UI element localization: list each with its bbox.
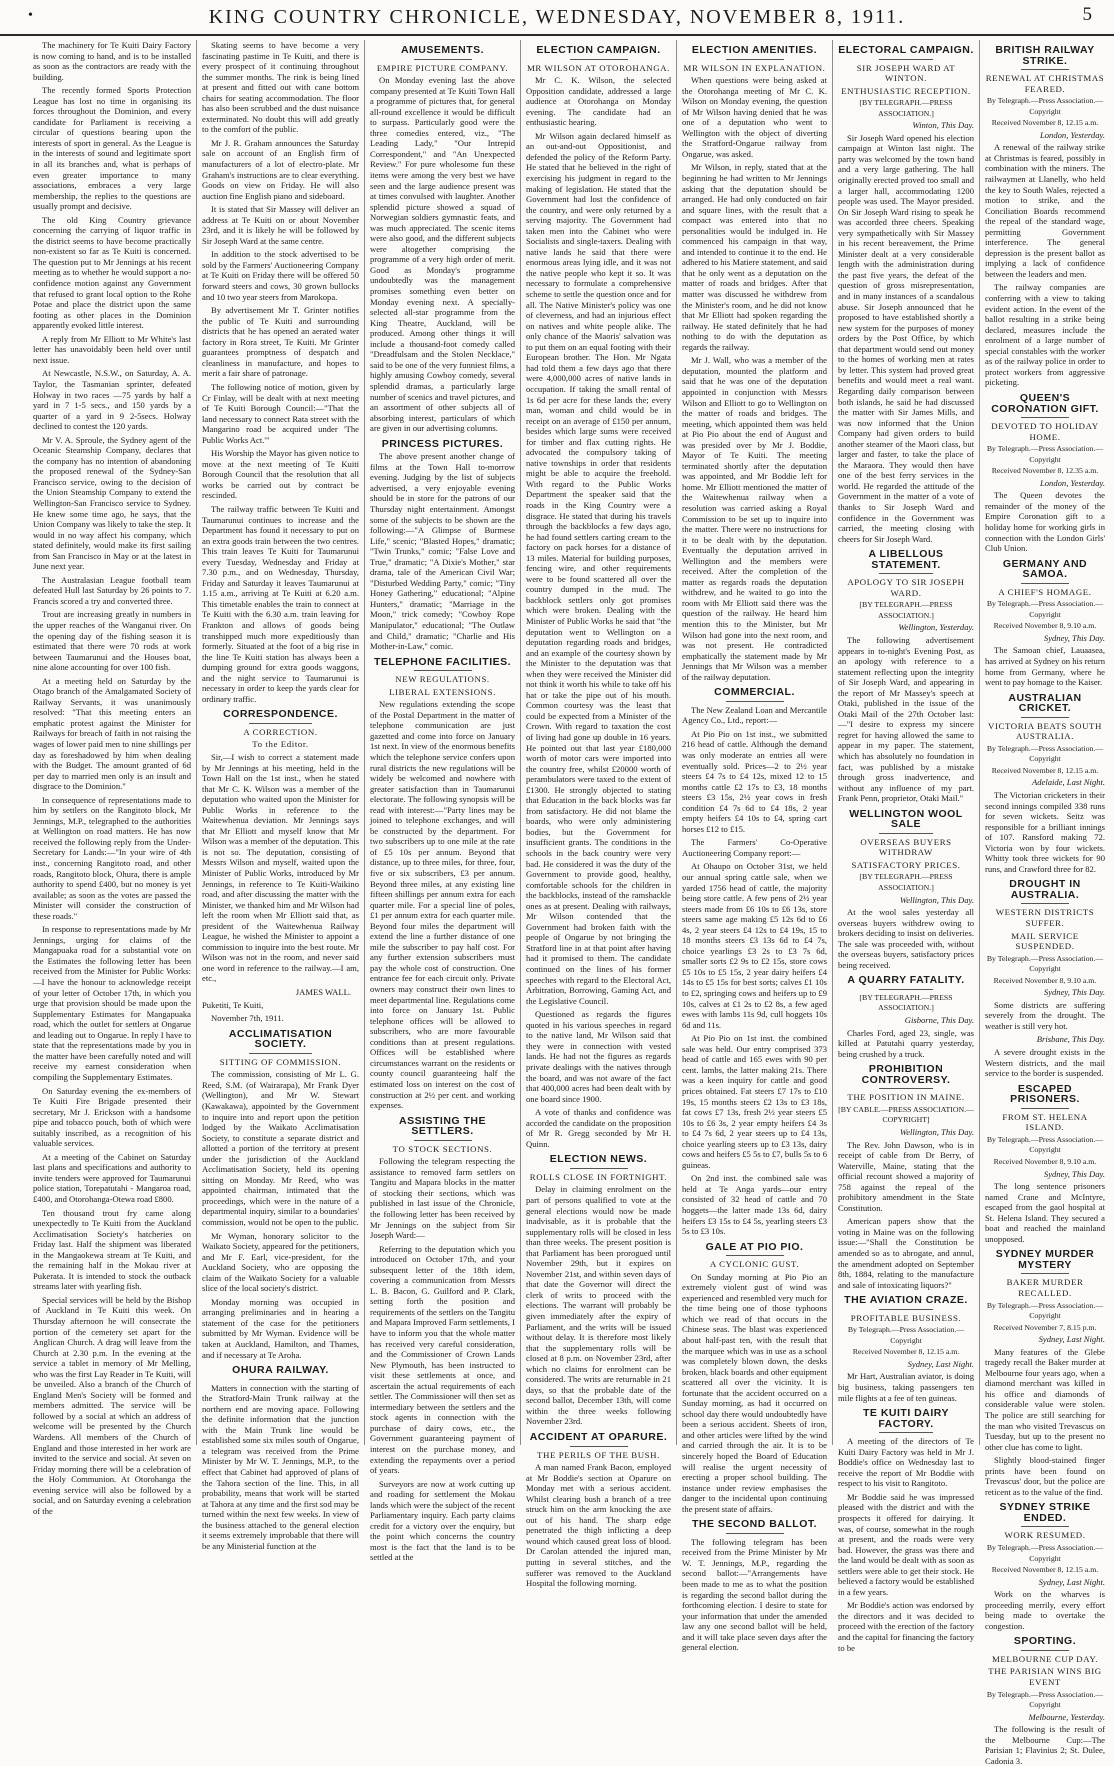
article-subhead: SIR JOSEPH WARD AT WINTON. [856,62,956,84]
paragraph: The following is the result of the Melbourne Cup:—The Parisian 1; Flavinius 2; St. Dulee, Cadonia 3. [985,1724,1105,1766]
paragraph: The long sentence prisoners named Crane and McIntyre, escaped from the gaol hospital at St. Helena Island. They secured a boat and reached the mainland unopposed. [985,1181,1105,1244]
article-headline: PRINCESS PICTURES. [381,437,504,450]
wire-byline: By Telegraph.—Press Association.—Copyright [986,1543,1104,1563]
paragraph: On Saturday evening the ex-members of Te Kuiti Fire Brigade presented their secretary, Mr J. Erickson with a handsome pipe and tobacco pouch, both of which were suitably inscribed, as a recognition of his valuable services. [33,1085,191,1149]
dateline: Sydney, This Day. [1043,987,1105,998]
column-4 [520,40,676,1589]
paragraph: Referring to the deputation which you introduced on October 17th, and your subsequent letter of the 18th idem, covering a communication from Messrs L. B. Bacon, G. Guilford and P. Clark, setting forth the position and requirements of the settlers on the Tangitu and Mapara Improved Farm settlements, I have to inform you that the whole matter has received very careful consideration, and the Commissioner of Crown Lands New Plymouth, has been instructed to visit these settlements at once, and ascertain the actual requirements of each settler. The Commissioner will then set as intermediary between the settlers and the stock agents in connection with the purchase of dairy cows, etc., the Government guaranteeing payment of interest on the purchase money, and extending the repayments over a period of years. [370,1243,515,1476]
paragraph: When questions were being asked at the Otorohanga meeting of Mr C. K. Wilson on Monday evening, the question of Mr Wilson having denied that he was one of a deputation who went to Wellington with the object of diverting the Stratford-Ongarue railway from Ongarue, was asked. [682,75,827,159]
paragraph: Mr Boddie's action was endorsed by the directors and it was decided to proceed with the erection of the factory and the capital for financing the factory to be [838,1600,975,1653]
article-subhead: A CYCLONIC GUST. [709,1259,800,1270]
paragraph: The machinery for Te Kuiti Dairy Factory is now coming to hand, and is to be installed as soon as the contractors are ready with the building. [33,40,191,82]
article-subhead: MR WILSON IN EXPLANATION. [683,62,826,73]
paragraph: The above present another change of films at the Town Hall to-morrow evening. Judging by the list of subjects advertised, a very enjoyable evening should be in store for the patrons of our Thursday night entertainment. Amongst some of the subjects to be shown are the following:—"A Glimpse of Burmese Life," scenic; "Blasted Hopes," dramatic; "Twin Trunks," comic; "False Love and True," dramatic; "A Dixie's Mother," star drama, tale of the American Civil War; "Disturbed Wedding Party," comic; "Tiny Honey Gathering," educational; "Alpine Hunters," dramatic; "Marriage in the Moon," trick comedy; "Cowboy Rope Manipulator," educational; "The Outlaw and Child," dramatic; "Charlie and His Mother-in-Law," comic. [370,451,515,652]
article-subhead: A CHIEF'S HOMAGE. [998,586,1092,597]
article-headline: TELEPHONE FACILITIES. [373,655,512,668]
paragraph: A meeting of the directors of Te Kuiti Dairy Factory was held in Mr J. Boddie's office on Wednesday last to receive the report of Mr Boddie with respect to his visit to Rangitoto. [838,1436,974,1489]
dateline: Sydney, Last Night. [907,1358,974,1369]
article-subhead: FROM ST. HELENA ISLAND. [1002,1111,1088,1133]
wire-byline: [BY CABLE.—PRESS ASSOCIATION.—COPYRIGHT] [838,1104,974,1125]
divider [414,1140,472,1141]
received-line: Received November 8, 12.35 a.m. [991,466,1099,476]
masthead [0,0,1114,36]
divider [879,59,933,60]
received-line: Received November 8, 12.15 a.m. [991,118,1099,128]
dateline: Winton, This Day. [912,120,974,131]
article-headline: GERMANY AND SAMOA. [1002,557,1088,581]
article-headline: SPORTING. [1013,1635,1077,1648]
divider [570,1168,628,1169]
divider [879,1088,933,1089]
paragraph: At Pio Pio on 1st inst. the combined sale was held. Our entry comprised 373 head of cattle and 165 ewes with 90 per cent. lambs, the latter making 21s. There was a keen inquiry for cattle and good prices obtained. Fat steers £7 17s to £10 19s, 15 months steers £2 13s to £3 18s, fat cows £7 13s, fresh 2½ year steers £5 10s to £6 3s, 2 year empty heifers £4 3s to £4 7s 6d, 2 year steers up to £4 13s, choice yearling steers up to £3 13s, dairy cows and heifers £5 5s to £7, bulls 5s to 6 guineas. [682,1033,827,1170]
paragraph: Work on the wharves is proceeding merrily, every effort being made to overtake the congestion. [985,1589,1105,1631]
divider [1021,69,1069,70]
letter-date: November 7th, 1911. [211,1013,284,1024]
wire-byline: [BY TELEGRAPH.—PRESS ASSOCIATION.] [859,600,953,620]
paragraph: Mr Wilson, in reply, stated that at the beginning he had written to Mr Jennings asking that the deputation should be arranged. He had only conducted on fair and square lines, with the result that a compact was entered into that no personalities would be indulged in. He commenced his campaign in that way, and intended to continue it to the end. He adhered to his Matiere statement, and said that he only went as a deputation on the matter of roads and bridges. After that matter was discussed he withdrew from the Minister's room, and he did not know that Mr Elliott had spoken regarding the railway. He stated definitely that he had nothing to do with the deputation as regards the railway. [682,162,827,352]
paragraph: The Samoan chief, Lauaasea, has arrived at Sydney on his return home from Germany, where he went to pay homage to the Kaiser. [985,645,1105,688]
paragraph: At Ohaupo on October 31st, we held our annual spring cattle sale, when we yarded 1756 head of cattle, the majority being store cattle. A few pens of 2½ year steers made from £6 10s to £6 13s, store steers same age making £5 12s 6d to £6 4s, 2 year steers £4 12s to £4 19s, 15 to 18 months steers £3 13s 6d to £4 7s, choice yearlings £3 2s to £3 7s 6d, smaller sorts £2 9s to £2 15s, store cows £5 10s to £5 15s, 2 year dairy heifers £4 14s to £5 15s for best sorts; calves £1 10s to £2, springing cows and heifers up to £9 10s, calves at £1 2s to £2 8s, a few aged ewes with lambs 11s 9d, cull hoggets 10s 6d and 11s. [682,861,827,1030]
dateline: Wellington, This Day. [899,894,974,905]
article-headline: ESCAPED PRISONERS. [1010,1082,1080,1106]
divider [726,701,784,702]
paragraph: Special services will be held by the Bishop of Auckland in Te Kuiti this week. On Thursday afternoon he will consecrate the portion of the cemetery set apart for the Anglican Church. A drag will leave from the Church at 2.30 p.m. In the evening at the service a tablet in memory of Mr Melling, who was the first Lay Reader in Te Kuiti, will be unveiled. Also a branch of the Church of England Men's Society will be formed and members admitted. The service will be followed by a social at which an address of welcome will be presented by the Church Wardens. All members of the Church of England and those interested in her work are invited to the service and social. At seven on Friday morning there will be a celebration of the Holy Communion. At Otorohanga the evening service will also be followed by a social, and on Saturday evening a celebration of the [33,1294,191,1516]
paragraph: Some districts are suffering severely from the drought. The weather is still very hot. [985,999,1105,1031]
paragraph: At the wool sales yesterday all overseas buyers withdrew owing to brokers deciding to insist on deliveries. The sale was proceeded with, without the overseas buyers, satisfactory prices being received. [838,907,974,970]
divider [879,1432,933,1433]
article-subhead: RENEWAL AT CHRISTMAS FEARED. [985,73,1105,94]
page-number: 5 [1082,4,1092,25]
article-subhead: DEVOTED TO HOLIDAY HOME. [991,421,1099,442]
wire-byline: By Telegraph.—Press Association.—Copyright [986,1689,1104,1710]
wire-byline: By Telegraph.—Press Association.—Copyright [986,96,1104,116]
wire-byline: By Telegraph.—Press Association.—Copyright [986,599,1104,619]
article-headline: BRITISH RAILWAY STRIKE. [995,44,1095,67]
article-headline: SYDNEY STRIKE ENDED. [999,1501,1091,1524]
divider [1021,1650,1069,1651]
paragraph: Trout are increasing greatly in numbers in the upper reaches of the Wanganui river. On the opening day of the fishing season it is estimated that there were 70 rods at work between Taumarunui and the Houses boat, nine alone accounting for over 100 fish. [33,609,191,673]
paragraph: In addition to the stock advertised to be sold by the Farmers' Auctioneering Company at Te Kuiti on Friday there will be offered 50 forward steers and cows, 30 grown bullocks and 10 two year steers from Marokopa. [202,249,359,302]
dateline: Melbourne, Yesterday. [1028,1711,1105,1722]
article-headline: ELECTORAL CAMPAIGN. [838,44,974,56]
dateline: London, Yesterday. [1039,477,1105,488]
received-line: Received November 8, 12.15 a.m. [991,1565,1099,1575]
divider [1021,717,1069,718]
paragraph: The old King Country grievance concerning the carrying of liquor traffic in the district seems to have become practically non-existent so far as Te Kuiti is concerned. The question put to Mr Jennings at his recent meeting as to whether he would support a no-confidence motion against any Government that refused to grant local option to the Rohe Potae and place the district upon the same footing as other places in the Dominion apparently evoked little interest. [33,214,191,331]
paragraph: By advertisement Mr T. Grinter notifies the public of Te Kuiti and surrounding districts that he has opened an aerated water factory in Rora street, Te Kuiti. Mr Grinter guarantees promptness of despatch and cleanliness in manufacture, and hopes to merit a fair share of patronage. [202,305,359,379]
article-subhead: MAIL SERVICE SUSPENDED. [1011,930,1079,952]
divider [879,573,933,574]
paragraph: Questioned as regards the figures quoted in his various speeches in regard to the native land, Mr Wilson said that they were in connection with vested lands. He had not the figures as regards private dealings with the natives through the board, and was not aware of the fact that 400,000 acres had been dealt with by one board since 1900. [526,1009,671,1104]
article-subhead: BAKER MURDER RECALLED. [1006,1277,1084,1298]
paragraph: Ten thousand trout fry came along unexpectedly to Te Kuiti from the Auckland Acclimatisation Society's hatcheries on Friday last. Half the shipment was liberated in the Mangaokewa stream at Te Kuiti, and the remaining half in the Mokau river at Pukerata. It is intended to stock the outback streams later with yearling fish. [33,1207,191,1292]
article-subhead: PROFITABLE BUSINESS. [850,1312,962,1323]
letter-place: Puketiti, Te Kuiti, [202,999,264,1010]
paragraph: On Sunday morning at Pio Pio an extremely violent gust of wind was experienced and resembled very much for the time being one of those typhoons which we read of that occurs in the Chinese seas. The blast was experienced about half-past ten, with the result that the marquee which was in use as a school was completely blown down, the desks broken, black boards and other equipment scattered all over the vicinity. It is fortunate that the accident occurred on a Sunday morning, as had it occurred on school day there would undoubtedly have been a serious accident. Sheets of iron, and other articles were lifted by the wind and carried through the air. It is to be sincerely hoped the Board of Education will realise the urgent necessity of erecting a proper school building. The instance under review emphasises the danger to the incidental upon continuing the present state of affairs. [682,1271,827,1514]
article-headline: CORRESPONDENCE. [223,708,338,721]
divider [414,670,472,671]
article-headline: PROHIBITION CONTROVERSY. [861,1063,951,1086]
paragraph: The following telegram has been received from the Prime Minister by Mr W. T. Jennings, M.P., regarding the second ballot:—"Arrangements have been made to me as to what the position is regarding the second ballot during the forthcoming election. I desire to state for your information that under the amended law any one second ballot will be held, and it will take place seven days after the general election. [682,1536,827,1653]
article-headline: DROUGHT IN AUSTRALIA. [1009,878,1081,901]
article-headline: OHURA RAILWAY. [232,1364,329,1377]
paragraph: It is stated that Sir Massey will deliver an address at Te Kuiti on or about November 23rd, and it is likely he will be followed by Sir Joseph Ward at the same centre. [202,204,359,246]
wire-byline: By Telegraph.—Press Association.—Copyright [986,953,1104,974]
paragraph: At Pio Pio on 1st inst., we submitted 216 head of cattle. Although the demand was only moderate an entries all were eventually sold. Prices—2 to 2½ year steers £4 7s to £4 12s, mixed 12 to 15 months cattle £2 17s to £3, 18 months steers £3 15s, 2½ year cows in fresh condition £4 7s 6d to £4 18s, 2 year empty heifers £4 10s to £4, spring cart horses £12 to £15. [682,728,827,834]
paragraph: Charles Ford, aged 23, single, was killed at Patutahi quarry yesterday, being crushed by a truck. [838,1027,974,1059]
divider [414,59,472,60]
paragraph: At a meeting of the Cabinet on Saturday last plans and specifications and authority to invite tenders were approved for Taumarunui police station, Torepatutahi - Mangaroa road, £400, and Otorohanga-Otewa road £800. [33,1151,191,1204]
received-line: Received November 8, 12.15 a.m. [991,765,1099,775]
paragraph: A reply from Mr Elliott to Mr White's last letter has unavoidably been held over until next issue. [33,333,191,365]
paragraph: Mr J. Wall, who was a member of the deputation, mounted the platform and said that he was one of the deputation appointed in conjunction with Messrs Wilson and Elliott to go to Wellington on the matter of roads and bridges. The meeting, which appointed them was held at Pio Pio about the end of August and was presided over by Mr J. Boddie, Mayor of Te Kuiti. The meeting terminated shortly after the deputation was appointed, and Mr Boddie left for home. Mr Elliott mentioned the matter of the Waitewhenua railway when a resolution was carried asking a Royal Commission to be set up to inquire into the matter. There were no instructions for it to be dealt with by the deputation. Eventually the deputation arrived in Wellington and the members were received. After the completion of the matter as regards roads the deputation withdrew, and he waited to go into the room with Mr Elliott said there was the question of the railway. He heard him mention this to the Minister, but Mr Wilson had gone into the next room, and was not present. He contradicted emphatically the statement made by Mr Jennings that Mr Wilson was a member of the railway deputation. [682,355,827,682]
paragraph: A vote of thanks and confidence was accorded the candidate on the proposition of Mr R. Gregg seconded by Mr H. Quinn. [526,1107,671,1149]
article-headline: ELECTION NEWS. [549,1153,648,1166]
article-subhead: WESTERN DISTRICTS SUFFER. [995,907,1095,929]
article-headline: A QUARRY FATALITY. [847,974,965,987]
dateline: Sydney, This Day. [1043,1168,1105,1179]
article-headline: GALE AT PIO PIO. [705,1240,804,1253]
paragraph: The following advertisement appears in to-night's Evening Post, as an apology with reference to a statement reflecting upon the integrity of Sir Joseph Ward, and appearing in the report of Mr Massey's speech at Otaki, published in the issue of the Otaki Mail of the 27th October last:—"I desire to express my sincere regret for having allowed the same to appear in my paper. The statement, which has absolutely no foundation in fact, was published by a mistake through gross inadvertence, and without any influence of my part. Frank Penn, proprietor, Otaki Mail." [838,634,974,804]
divider [1021,1108,1069,1109]
divider [1021,1273,1069,1274]
article-subhead: SITTING OF COMMISSION. [219,1056,342,1067]
article-subhead: MELBOURNE CUP DAY. [991,1653,1099,1664]
received-line: Received November 8, 9.10 a.m. [993,621,1097,631]
received-line: Received November 7, 8.15 p.m. [993,1322,1097,1332]
divider [1021,583,1069,584]
paragraph: Monday morning was occupied in arranging preliminaries and in hearing a statement of the case for the petitioners submitted by Mr Wyman. Evidence will be taken at Auckland, Hamilton, and Thames, and if necessary at Te Aroha. [202,1296,359,1360]
article-headline: SYDNEY MURDER MYSTERY [995,1248,1095,1271]
paragraph: The railway traffic between Te Kuiti and Taumarunui continues to increase and the Department has found it necessary to put on an extra goods train between the two centres. This train leaves Te Kuiti for Taumarunui every Tuesday, Wednesday and Friday at 7.30 p.m., and on Wednesday, Thursday, Friday and Saturday it leaves Taumarunui at 1.15 a.m., arriving at Te Kuiti at 6.20 a.m. This timetable enables the train to connect at Te Kuiti with the 6.30 a.m. train leaving for Frankton and allows of goods being transhipped much more expeditiously than formerly. Situated at the foot of a big rise in the line Te Kuiti station has always been a dumping ground for extra goods waggons, and the night service to Taumarunui is necessary in order to keep the yards clear for ordinary traffic. [202,503,359,704]
paragraph: The recently formed Sports Protection League has lost no time in organising its forces throughout the Dominion, and every candidate for Parliament is receiving a circular of questions bearing upon the interests of sport in general. As the League is in the interests of sound and legitimate sport in all its branches and, what is perhaps of even greater importance to many associations, embraces a very large membership, the replies to the questions are usually prompt and decisive. [33,85,191,212]
column-2 [196,40,364,1551]
article-subhead: THE PARISIAN WINS BIG EVENT [988,1666,1102,1688]
article-subhead: EMPIRE PICTURE COMPANY. [376,62,509,73]
dateline: Sydney, Last Night. [1038,1576,1105,1587]
paragraph: Many features of the Glebe tragedy recall the Baker murder at Melbourne four years ago, when a diamond merchant was killed in his office and diamonds of considerable value were stolen. The police are still searching for the man who visited Trevascus on Tuesday, but up to the present no other clue has come to light. [985,1346,1105,1452]
paragraph: Mr J. R. Graham announces the Saturday sale on account of an English firm of manufacturers of a lot of electro-plate. Mr Graham's instructions are to clear everything. Goods on view on Friday. He will also auction fine English piano and sideboard. [202,137,359,201]
wire-byline: By Telegraph.—Press Association.—Copyright [847,1325,965,1345]
article-subhead: THE PERILS OF THE BUSH. [537,1449,660,1460]
dateline: Wellington, Yesterday. [898,622,974,633]
divider [249,1379,312,1380]
paragraph: New regulations extending the scope of the Postal Department in the matter of telephone communication are just gazetted and come into force on January 1st next. In view of the enormous benefits which the telephone service confers upon rural districts the new regulations will be widely be welcomed and nowhere with greater satisfaction than in Taumarunui electorate. The following synopsis will be read with interest:—"Party lines may be joined to telephone exchanges, and will be constructed by the department. For two subscribers up to one mile at the rate of £5 10s per annum. Beyond that distance, up to three miles, for three, four, five or six subscribers, £3 per annum. Beyond three miles, at any existing line fifteen shillings per annum extra for each quarter mile. For a special line of poles, £1 per annum extra for each quarter mile. Beyond four miles the department will extend the line a further distance of one mile the subscriber to pay half cost. For any further extension subscribers must pay the whole cost of construction. One entrance fee for each circuit only. Private owners may construct their own lines to meet departmental line. Regulations come into force on January 1st. Public telephone offices will be allowed to subscribers, who are more favourable conditions than at present regulations. Offices will be established where circumstances warrant on the residents or county council guaranteeing half the estimated loss on interest on the cost of construction at 2½ per cent. and working expenses. [370,699,515,1111]
received-line: Received November 8, 9.10 a.m. [993,975,1097,985]
dateline: Wellington, This Day. [899,1126,974,1137]
divider [879,833,933,834]
article-headline: AUSTRALIAN CRICKET. [1008,691,1082,715]
paragraph: Matters in connection with the starting of the Stratford-Main Trunk railway at the northern end are moving apace. Following the definite information that the junction with the Main Trunk line would be established some six miles south of Ongarue, a telegram was received from the Prime Minister by Mr W. T. Jennings, M.P., to the effect that Cabinet had approved of plans of the Tahora section of the line. This, in all probability, means that work will be started at Tahora at any time and the first sod may be turned within the next few weeks. In view of the business attached to the general election it seems extremely improbable that there will be any Ministerial function at the [202,1382,359,1551]
article-subhead: ENTHUSIASTIC RECEPTION. [841,85,971,96]
paragraph: The Farmers' Co-Operative Auctioneering Company report:— [682,837,827,858]
dateline: Sydney, Last Night. [1038,1334,1105,1345]
article-subhead: THE POSITION IN MAINE. [847,1092,965,1103]
paragraph: Mr V. A. Sproule, the Sydney agent of the Oceanic Steamship Company, declares that the company has no intention of abandoning the proposed renewal of the Sydney-San Francisco service, owing to the decision of the Union Steamship Company to extend the Wellington-San Francisco service to Sydney. He knew some time ago, he says, that the Union Company was likely to take the step. It would in no way affect his company, which stated definitely, would make its first sailing from San Francisco in May or at the latest in June next year. [33,434,191,572]
letter-salutation: To the Editor. [252,739,309,750]
article-headline: COMMERCIAL. [714,686,795,699]
paragraph: The commission, consisting of Mr L. G. Reed, S.M. (of Wairarapa), Mr Frank Dyer (Wellington), and Mr W. Stewart (Kawakawa), appointed by the Government to inquire into and report upon the petition lodged by the Waikato Acclimatisation Society, to constitute a separate district and allotted a portion of the territory at present under the jurisdiction of the Auckland Acclimatisation Society, held its opening sitting on Monday. Mr Reed, who was appointed chairman, intimated that the proceedings, which were in the nature of a departmental inquiry, similar to a boundaries' commission, would not be open to the public. [202,1069,359,1227]
article-headline: WELLINGTON WOOL SALE [849,807,963,831]
divider [1021,1526,1069,1527]
paragraph: Delay in claiming enrolment on the part of persons qualified to vote at the general elections would now be made inadvisable, as it is probable that the supplementary rolls will be closed in less than three weeks. The present position is that Parliament has been prorogued until November 29th, but it expires on November 21st, and within seven days of that date the Governor will direct the clerk of writs to proceed with the elections. The warrant will probably be given immediately after the expiry of Parliament, and the writs will be issued without delay. It is therefore most likely that the supplementary rolls will be closed at 8 p.m. on November 23rd, after which no claims for enrolment can be considered. The writs are returnable in 21 days, so that the probable date of the second ballot, December 13th, will come within the three weeks following November 23rd. [526,1184,671,1427]
paragraph: Skating seems to have become a very fascinating pastime in Te Kuiti, and there is every prospect of it continuing throughout the summer months. The rink is being lined at present and fitted out with cane bottom chairs for seating accommodation. The floor has also been scrubbed and the dust nuisance exterminated. No doubt this will add greatly to the comfort of the public. [202,40,359,135]
wire-byline: [BY TELEGRAPH.—PRESS ASSOCIATION.] [859,98,953,118]
article-subhead: APOLOGY TO SIR JOSEPH WARD. [847,577,965,598]
paragraph: Slightly blood-stained finger prints have been found on Trevascus' door, but the police are reticent as to the value of the find. [985,1455,1105,1497]
paragraph: In consequence of representations made to him by settlers on the Rangitoto block, Mr Jennings, M.P., telegraphed to the authorities at Wellington on road matters. He has now received the following reply from the Under-Secretary for Lands:—"In your wire of 4th inst., concerning Rangitoto road, and other roads, Rangitoto block, Ohura, there is ample authority to spend £400, but no money is yet available; as soon as the votes are passed the Minister will consider the construction of these roads." [33,794,191,921]
paragraph: The following notice of motion, given by Cr Finlay, will be dealt with at next meeting of Te Kuiti Borough Council:—"That the land necessary to connect Rata street with the Mangarino road be acquired under 'The Public Works Act.'" [202,381,359,445]
article-subhead: ROLLS CLOSE IN FORTNIGHT. [529,1171,668,1182]
wire-byline: [BY TELEGRAPH.—PRESS ASSOCIATION.] [859,992,953,1013]
divider [570,59,628,60]
paragraph: A man named Frank Bacon, employed at Mr Boddie's section at Oparure on Monday met with a serious accident. Whilst clearing bush a branch of a tree struck him on the arm knocking the axe out of his hand. The sharp edge penetrated the thigh inflicting a deep wound which caused great loss of blood. Dr Carolan attended the injured man, putting in several stitches, and the sufferer was removed to the Auckland Hospital the following morning. [526,1462,671,1589]
article-headline: QUEEN'S CORONATION GIFT. [991,391,1099,415]
paragraph: The Australasian League football team defeated Hull last Saturday by 26 points to 7. Francis scored a try and converted three. [33,574,191,606]
article-subhead: VICTORIA BEATS SOUTH AUSTRALIA. [988,720,1102,742]
article-headline: AMUSEMENTS. [400,44,485,56]
paragraph: The New Zealand Loan and Mercantile Agency Co., Ltd., report:— [682,704,827,726]
dateline: Adelaide, Last Night. [1031,777,1105,788]
divider [726,59,784,60]
article-subhead: MR WILSON AT OTOROHANGA. [527,62,670,73]
article-headline: ELECTION AMENITIES. [691,44,818,56]
wire-byline: [BY TELEGRAPH.—PRESS ASSOCIATION.] [859,872,953,893]
divider [879,1309,933,1310]
newspaper-columns [0,40,1114,1766]
column-3 [364,40,520,1563]
paragraph: The Rev. John Dawson, who is in receipt of cable from Dr Berry, of Waterville, Maine, stating that the official recount showed a majority of 758 against the repeal of the prohibitory amendment in the State Constitution. [838,1139,974,1213]
paragraph: Mr Boddie said he was impressed pleased with the district and with the prospects it offered for dairying. It was, of course, somewhat in the rough at present, and the roads were very bad. However, the grass was there and the land would be dealt with as soon as settlers were able to get their stock. He believed a factory would be established in a few years. [838,1491,974,1597]
paragraph: In response to representations made by Mr Jennings, urging for claims of the Mangapuaka road for a substantial vote on the Estimates the following letter has been received from the Minister for Public Works:—I have the honour to acknowledge receipt of your letter of October 17th, in which you urge that provision should be made upon the Supplementary Estimates for Mangapuaka road, which the outlet for settlers at Ongarue and leading out to Ongarue. In reply I have to state that the representations made by you in the matter have been carefully noted and will receive my earnest consideration when compiling the Supplementary Estimates. [33,924,191,1082]
article-headline: A LIBELLOUS STATEMENT. [868,548,944,571]
paragraph: Mr Hart, Australian aviator, is doing big business, taking passengers ten mile flights at a fee of ten guineas. [838,1371,974,1403]
paragraph: American papers show that the voting in Maine was on the following issue:—"Shall the Constitution be amended so as to abrogate, and annul, the amendment adopted on September 8th, 1884, relating to the manufacture and sale of intoxicating liquors?" [838,1216,974,1290]
article-headline: TE KUITI DAIRY FACTORY. [863,1407,949,1430]
wire-byline: By Telegraph.—Press Association.—Copyright [986,1300,1104,1321]
paragraph: Surveyors are now at work cutting up and roading for settlement the Mokau lands which were the subject of the recent Parliamentary inquiry. Each party claims credit for a victory over the enquiry, but the point which concerns the country most is the fact that the land is to be settled at the [370,1478,515,1563]
wire-byline: By Telegraph.—Press Association.—Copyright [986,743,1104,764]
divider [879,989,933,990]
article-headline: THE AVIATION CRAZE. [844,1294,968,1307]
paragraph: At Newcastle, N.S.W., on Saturday, A. A. Taylor, the Tasmanian sprinter, defeated Holway in two races —75 yards by half a yard in 7 1-5 secs., and 150 yards by a quarter of a yard in 9 2-5secs. Holway declined to contest the 120 yards. [33,368,191,432]
article-subhead: LIBERAL EXTENSIONS. [389,686,496,697]
divider [1021,417,1069,418]
divider [249,1053,312,1054]
article-headline: ACCLIMATISATION SOCIETY. [228,1027,333,1051]
column-7 [979,40,1110,1766]
received-line: Received November 8, 9.10 a.m. [993,1156,1097,1166]
article-subhead: NEW REGULATIONS. [395,674,490,685]
dateline: Sydney, This Day. [1043,632,1105,643]
article-subhead: TO STOCK SECTIONS. [392,1143,493,1154]
divider [1021,903,1069,904]
paragraph: On Monday evening last the above company presented at Te Kuiti Town Hall a programme of pictures that, for general all-round excellence it would be difficult to surpass. Particularly good were the three comedies entered, viz., "The Leading Lady," "Our Intrepid Correspondent," and "An Unexpected Review." For pure wholesome fun these items were among the very best we have seen and the large audience present was at times convulsed with laughter. Another splendid picture showed a squad of Norwegian soldiers gymnastic feats, and was much appreciated. The scenic items were also good, and the different subjects were altogether comprising the programme of a very high order of merit. Good as Monday's programme undoubtedly was the management promises something even better on Monday evening next. A specially-selected all-star programme from the King Theatre, Auckland, will be produced. Among other things it will include a thousand-foot comedy called "Dreadfulsam and the Stolen Necklace," said to be one of the very funniest films, a highly amusing Cowboy comedy, several splendid dramas, a particularly large number of scenics and travel pictures, and an assortment of other subjects all of absorbing interest, particulars of which are given in our advertising columns. [370,75,515,434]
paragraph: Following the telegram respecting the assistance to removed farm settlers on Tangitu and Mapara blocks in the matter of stocking their sections, which was published in last issue of the Chronicle, the following letter has been received by Mr Jennings on the subject from Sir Joseph Ward:— [370,1156,515,1241]
article-headline: ELECTION CAMPAIGN. [536,44,661,56]
paragraph: His Worship the Mayor has given notice to move at the next meeting of Te Kuiti Borough Council that the resolution that all works be carried out by contract be rescinded. [202,448,359,501]
article-headline: ACCIDENT AT OPARURE. [529,1431,668,1443]
received-line: Received November 8, 12.15 a.m. [852,1347,960,1357]
paragraph: The Queen devotes the remainder of the money of the Empire Coronation gift to a holiday home for working girls in connection with the London Girls' Club Union. [985,490,1105,554]
dateline: London, Yesterday. [1039,129,1105,140]
ornament-mark: • [28,8,33,23]
paragraph: Mr Wyman, honorary solicitor to the Waikato Society, appeared for the petitioners, and Mr F. Earl, vice-president, for the Auckland Society, who are opposing the claim of the Waikato Society for a valuable slice of the local society's district. [202,1230,359,1294]
paragraph: The Victorian cricketers in their second innings compiled 338 runs for seven wickets. Seitz was responsible for a brilliant innings of 107. Ransford making 72. Victoria won by four wickets. Whitty took three wickets for 90 runs, and Crawford three for 82. [985,790,1105,874]
article-subhead: OVERSEAS BUYERS WITHDRAW [860,836,952,858]
letter-signature: JAMES WALL. [295,987,351,998]
newspaper-title: KING COUNTRY CHRONICLE, WEDNESDAY, NOVEMBER 8, 1911. [208,6,906,28]
article-subhead: A CORRECTION. [243,726,318,737]
article-headline: THE SECOND BALLOT. [691,1518,818,1531]
divider [726,1255,784,1256]
paragraph: Mr Wilson again declared himself as an out-and-out Oppositionist, and defended the policy of the Reform Party. He stated that he believed in the right of exercising his judgment in regard to the making of legislation. He stated that the Government had lost the confidence of the country, and were only returned by a serving majority. The Government had taken men into the Cabinet who were Socialists and single-taxers. Dealing with native lands he said that there were enormous areas lying idle, and it was not the native people who kept it so. It was necessary to formulate a comprehensive scheme to settle the question once and for all. The Native Minister's policy was one of cleverness, and had an injurious effect on natives and white people alike. The only chance of the Maoris' salvation was to put them on an equal footing with their European brother. The Hon. Mr Ngata had told them a few days ago that there were 4,000,000 acres of native lands in occupation. If taking the small rental of 1s 6d per acre for these lands the; every man, woman and child would be in receipt on an average of £150 per annum, besides which large sums were received for timber and flax cutting rights. He advocated the compulsory taking of native townships in order that residents might be able to acquire the freehold. With regard to the Public Works Department the speaker said that the roads in the King Country were a disgrace. He stated that during his travels through the backblocks a few days ago, he had found settlers carting cream to the factory on pack horses for a distance of 13 miles. Material for building purposes, fencing wire, and other requirements were to be found scattered all over the country dumped in the mud. The backblock settlers only got promises which were broken. Dealing with the Minister of Public Works he said that "the deputation went to Wellington on a deputation regarding roads and bridges, and an example of the courtesy shown by the Minister to the deputation was that when they were received the Minister did not think it worth his while to take off his hat or take the pipe out of his mouth. Common courtesy was the least that could be expected from a Minister of the Crown. With regard to taxation the cost of living had gone up double in 16 years. He pointed out that last year £180,000 worth of motor cars were imported into the country free, whilst £20000 worth of perambulators were taxed to the extent of £1300. He strongly objected to stating that Education in the back blocks was far from satisfactory. He did not blame the boards, who were only administering bodies, but the Government for insufficient grants. The conditions in the schools in the back country were very bad. He considered it was the duty of the Government to provide good, healthy, comfortable schools for the children in the backblocks, instead of the ramshackle ones as at present. Dealing with railways, Mr Wilson contended that the Government had broken faith with the people of Ongarue by not bringing the Stratford line in at that point after having had it promised to them. The candidate continued on the lines of his former speeches with regard to the Electoral Act, Arbitration, Borrowing, Gaming Act, and the Legislative Council. [526,130,671,1006]
article-subhead: SATISFACTORY PRICES. [851,859,961,870]
wire-byline: By Telegraph.—Press Association.—Copyright [986,444,1104,464]
paragraph: Sir Joseph Ward opened his election campaign at Winton last night. The party was welcomed by the town band and a very large gathering. The hall originally erected proved too small and a larger hall, accommodating 1200 people was used. The Mayor presided. On Sir Joseph Ward rising to speak he was accorded three cheers. Speaking very sympathetically with Sir Massey in his recent bereavement, the Prime Minister dealt at a very considerable length with the administration during the past five years, the defeat of the question of gross misrepresentation, and in many instances of a scandalous abuse. Sir Joseph announced that he proposed to have established shortly a new system for the purposes of money orders by the Post Office, by which that department would send out money to the homes of working men at rates by letter. This system had proved great benefits and would meet a real want. Regarding daily comparison between both islands, he said he had discussed the matter with Sir James Mills, and was now informed that the Union Company had given orders to build another steamer of the Maori class, but larger and faster, to take the place of the Maraora. They would then have one of the best ferry services in the world. He regarded the attitude of the Government in the matter of a vote of thanks to Sir Joseph Ward and confidence in the Government was carried, the meeting closing with cheers for Sir Joseph Ward. [838,132,974,544]
dateline: Brisbane, This Day. [1036,1034,1105,1045]
paragraph: At a meeting held on Saturday by the Otago branch of the Amalgamated Society of Railway Servants, it was unanimously resolved: "That this meeting enters an emphatic protest against the Minister for Railways for breach of faith in not raising the wages of lower paid men to nine shillings per day as foreshadowed by him when dealing with the Budget. The amount granted of 6d per day to married men only is an insult and disgrace to the Dominion." [33,675,191,792]
column-6 [832,40,979,1653]
paragraph: Mr C. K. Wilson, the selected Opposition candidate, addressed a large audience at Otorohanga on Monday evening. The candidate had an enthusiastic hearing. [526,75,671,128]
paragraph: A renewal of the railway strike at Christmas is feared, possibly in combination with the miners. The railwaymen at Llanelly, who held the key to South Wales, rejected a motion to strike, and the Conciliation Boards recommend the repeal of the standard wage, permitting Government interference. The general depression is the present ballot as implying a lack of confidence between the leaders and men. [985,142,1105,279]
divider [570,1446,628,1447]
paragraph: On 2nd inst. the combined sale was held at Te Anga yards—our entry consisted of 32 head of cattle and 70 hoggets—the latter made 13s 6d, dairy heifers £3 15s to £4 5s, yearling steers £3 5s to £3 10s. [682,1173,827,1237]
paragraph: Sir,—I wish to correct a statement made by Mr Jennings at his meeting, held in the Town Hall on the 1st inst., when he stated that Mr C. K. Wilson was a member of the deputation who waited upon the Minister for Public Works in reference to the Waitewhenua deviation. Mr Jennings says that Mr Elliott and myself know that Mr Wilson was a member of the deputation. This is not so. The deputation, consisting of Messrs Wilson and myself, waited upon the Minister of Public Works, introduced by Mr Jennings, in reference to Te Kuiti-Waikino road, and after discussing the matter with the Minister, we thanked him and Mr Wilson had left the room when Mr Elliott said that, as president of the Waitewhenua Railway League, he wished the Minister to appoint a commission to inquire into the best route. Mr Wilson was not in the room, and never said one word in reference to the railway.—I am, etc., [202,752,359,984]
column-1 [28,40,196,1516]
column-5 [676,40,832,1653]
dateline: Gisborne, This Day. [904,1015,974,1026]
paragraph: A severe drought exists in the Western districts, and the mail service to the border is suspended. [985,1047,1105,1079]
divider [726,1533,784,1534]
article-headline: ASSISTING THE SETTLERS. [398,1114,486,1138]
article-subhead: WORK RESUMED. [1004,1530,1086,1541]
wire-byline: By Telegraph.—Press Association.—Copyright [986,1134,1104,1155]
divider [249,723,312,724]
paragraph: The railway companies are conferring with a view to taking evident action. In the event of the ballot resulting in a strike being declared, measures include the enrolment of a large number of special constables with the worker as of the railway police in order to protect workers from aggressive picketing. [985,282,1105,388]
